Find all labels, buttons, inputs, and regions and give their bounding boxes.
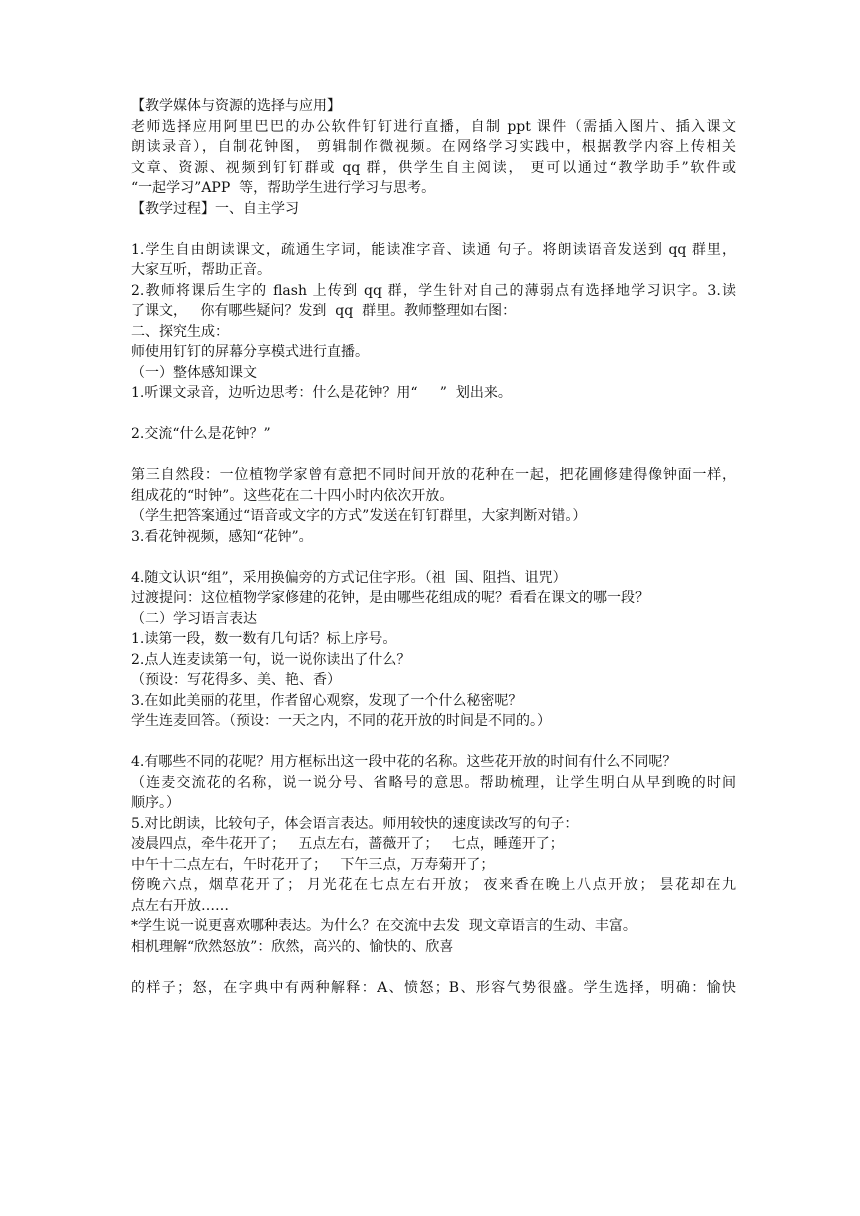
question-2: 2.交流“什么是花钟？” (131, 426, 271, 442)
student-discussion-note: *学生说一说更喜欢哪种表达。为什么？在交流中去发 现文章语言的生动、丰富。 (131, 918, 637, 934)
step-2-line: 了课文， 你有哪些疑问？发到 qq 群里。教师整理如右图： (131, 303, 517, 319)
transition-question: 过渡提问：这位植物学家修建的花钟，是由哪些花组成的呢？看看在课文的哪一段？ (131, 590, 649, 606)
subheading-overall: （一）整体感知课文 (131, 364, 257, 381)
vocabulary-explanation: 相机理解“欣然怒放”：欣然，高兴的、愉快的、欣喜 (131, 938, 454, 955)
language-step-5: 5.对比朗读，比较句子，体会语言表达。师用较快的速度读改写的句子： (131, 815, 579, 832)
paragraph-3-line: 组成花的“时钟”。这些花在二十四小时内依次开放。 (131, 487, 454, 504)
blank-line (131, 547, 736, 568)
language-step-1: 1.读第一段，数一数有几句话？标上序号。 (131, 631, 397, 647)
language-step-4-note: （连麦交流花的名称，说一说分号、省略号的意思。帮助梳理，让学生明白从早到晚的时间 (131, 774, 736, 791)
rewritten-sentence: 点左右开放…… (131, 897, 229, 914)
paragraph-line: “一起学习”APP 等，帮助学生进行学习与思考。 (131, 180, 436, 196)
document-body (131, 96, 736, 998)
paragraph-line: 文章、资源、视频到钉钉群或 qq 群，供学生自主阅读， 更可以通过“教学助手”软件或 (131, 159, 736, 176)
language-step-4-note: 顺序。） (131, 795, 180, 811)
step-1-line: 大家互听，帮助正音。 (131, 262, 271, 278)
paragraph-line: 朗读录音），自制花钟图， 剪辑制作微视频。在网络学习实践中，根据教学内容上传相关 (131, 139, 736, 155)
section-heading-media: 【教学媒体与资源的选择与应用】 (131, 98, 341, 114)
paragraph-3-line: 第三自然段：一位植物学家曾有意把不同时间开放的花种在一起，把花圃修建得像钟面一样， (131, 467, 736, 483)
section-heading-explore: 二、探究生成： (131, 323, 229, 340)
section-heading-process: 【教学过程】一、自主学习 (131, 200, 299, 217)
rewritten-sentence: 凌晨四点，牵牛花开了； 五点左右，蔷薇开了； 七点，睡莲开了； (131, 836, 564, 852)
paragraph-line: 老师选择应用阿里巴巴的办公软件钉钉进行直播，自制 ppt 课件（需插入图片、插入课文 (131, 118, 736, 135)
vocabulary-explanation-continued: 的样子；怒，在字典中有两种解释：A、愤怒；B、形容气势很盛。学生选择，明确：愉快 (131, 979, 736, 996)
language-step-2-preset: （预设：写花得多、美、艳、香） (131, 672, 341, 688)
language-step-2: 2.点人连麦读第一句，说一说你读出了什么？ (131, 651, 411, 668)
question-4: 4.随文认识“组”，采用换偏旁的方式记住字形。（祖 国、阻挡、诅咒） (131, 569, 567, 586)
blank-line (131, 445, 736, 466)
blank-line (131, 219, 736, 240)
live-note: 师使用钉钉的屏幕分享模式进行直播。 (131, 344, 369, 360)
blank-line (131, 404, 736, 425)
language-step-3-answer: 学生连麦回答。（预设：一天之内，不同的花开放的时间是不同的。） (131, 713, 551, 729)
question-3: 3.看花钟视频，感知“花钟”。 (131, 528, 313, 545)
language-step-3: 3.在如此美丽的花里，作者留心观察，发现了一个什么秘密呢？ (131, 692, 523, 709)
blank-line (131, 957, 736, 978)
paragraph-3-note: （学生把答案通过“语音或文字的方式”发送在钉钉群里，大家判断对错。） (131, 508, 587, 524)
question-1: 1.听课文录音，边听边思考：什么是花钟？用“ ” 划出来。 (131, 385, 512, 401)
step-1-line: 1.学生自由朗读课文，疏通生字词，能读准字音、读通 句子。将朗读语音发送到 qq 群里， (131, 241, 736, 258)
blank-line (131, 732, 736, 753)
subheading-language: （二）学习语言表达 (131, 610, 257, 627)
step-2-line: 2.教师将课后生字的 flash 上传到 qq 群，学生针对自己的薄弱点有选择地学习识字。3.读 (131, 282, 736, 299)
language-step-4: 4.有哪些不同的花呢？用方框标出这一段中花的名称。这些花开放的时间有什么不同呢？ (131, 754, 677, 770)
rewritten-sentence: 傍晚六点，烟草花开了； 月光花在七点左右开放； 夜来香在晚上八点开放； 昙花却在九 (131, 877, 736, 893)
rewritten-sentence: 中午十二点左右，午时花开了； 下午三点，万寿菊开了； (131, 856, 495, 873)
